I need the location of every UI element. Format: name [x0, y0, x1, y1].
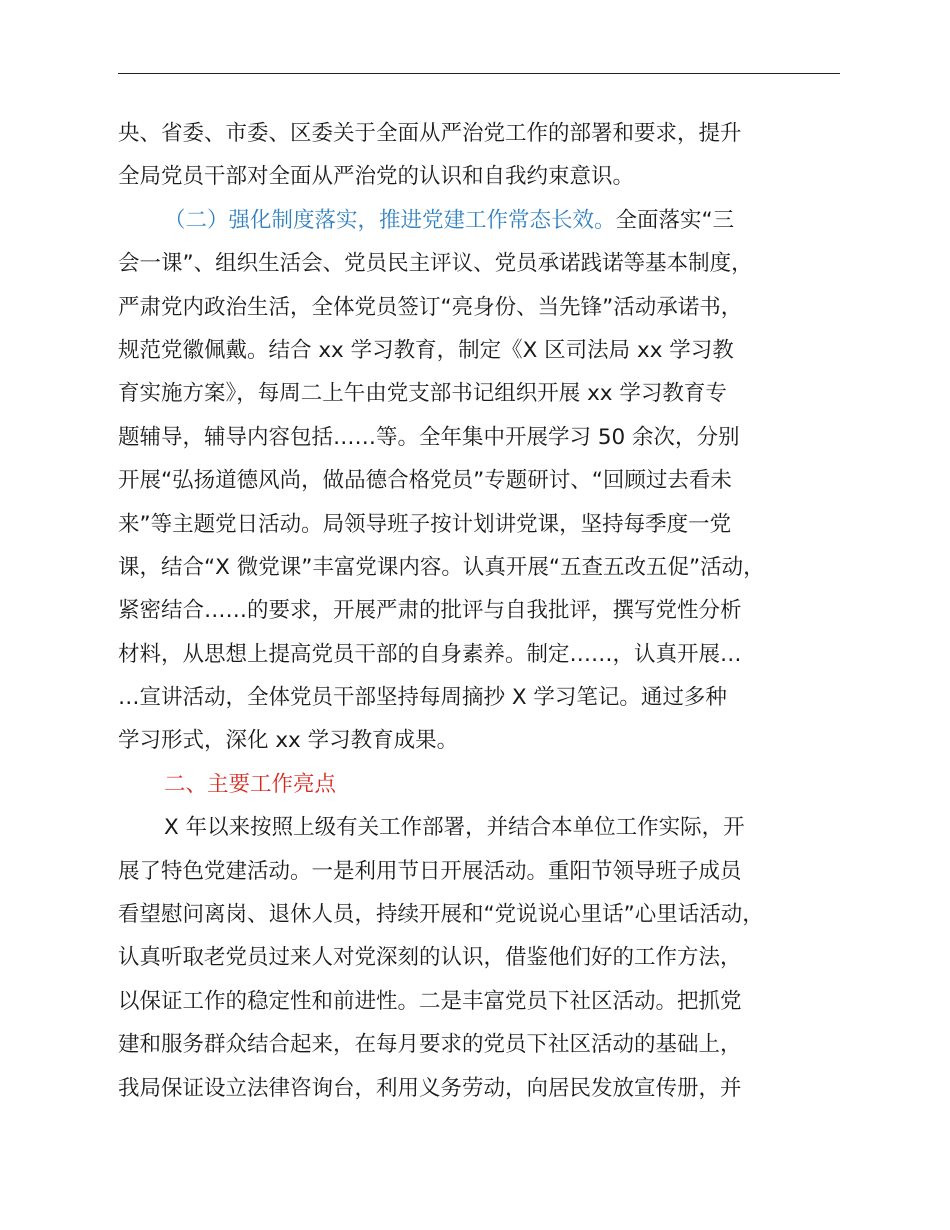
paragraph-line: [118, 503, 863, 546]
paragraph-line: [118, 546, 863, 589]
line-text: 展了特色党建活动。一是利用节日开展活动。重阳节领导班子成员: [118, 858, 742, 884]
header-rule: [118, 73, 840, 74]
section-heading-line: [118, 763, 863, 806]
line-text: 学习形式，深化 xx 学习教育成果。: [118, 728, 459, 754]
line-text: 我局保证设立法律咨询台，利用义务劳动，向居民发放宣传册，并: [118, 1075, 742, 1101]
line-text: 严肃党内政治生活，全体党员签订“亮身份、当先锋”活动承诺书，: [118, 294, 743, 320]
line-text: 央、省委、市委、区委关于全面从严治党工作的部署和要求，提升: [118, 121, 742, 146]
line-text: 开展“弘扬道德风尚，做品德合格党员”专题研讨、“回顾过去看未: [118, 468, 732, 494]
paragraph-line: [118, 589, 863, 632]
paragraph-line: [118, 155, 863, 198]
line-text: 建和服务群众结合起来，在每月要求的党员下社区活动的基础上，: [118, 1032, 742, 1058]
paragraph-line: [118, 850, 863, 893]
paragraph-line: [118, 676, 863, 719]
paragraph-line: [118, 1023, 863, 1066]
line-text: 规范党徽佩戴。结合 xx 学习教育，制定《X 区司法局 xx 学习教: [118, 337, 734, 363]
paragraph-line: [118, 806, 863, 849]
line-text: 看望慰问离岗、退休人员，持续开展和“党说说心里话”心里话活动，: [118, 902, 764, 928]
line-text: 题辅导，辅导内容包括……等。全年集中开展学习 50 余次，分别: [118, 424, 740, 450]
paragraph-line: [118, 459, 863, 502]
line-text: 材料，从思想上提高党员干部的自身素养。制定……，认真开展…: [118, 641, 742, 667]
line-text: X 年以来按照上级有关工作部署，并结合本单位工作实际，开: [164, 815, 745, 841]
section-heading-red: 二、主要工作亮点: [164, 771, 337, 797]
line-text: 认真听取老党员过来人对党深刻的认识，借鉴他们好的工作方法，: [118, 945, 742, 971]
line-text: 全局党员干部对全面从严治党的认识和自我约束意识。: [118, 164, 635, 190]
paragraph-line: [118, 980, 863, 1023]
line-text: 会一课”、组织生活会、党员民主评议、党员承诺践诺等基本制度，: [118, 251, 753, 277]
paragraph-line: [118, 329, 863, 372]
section-heading-line: [118, 199, 863, 242]
paragraph-line: [118, 936, 863, 979]
line-text: 来”等主题党日活动。局领导班子按计划讲党课，坚持每季度一党: [118, 511, 732, 537]
line-text: …宣讲活动，全体党员干部坚持每周摘抄 X 学习笔记。通过多种: [118, 685, 727, 711]
section-heading-blue: （二）强化制度落实，推进党建工作常态长效。: [164, 207, 616, 233]
paragraph-line: [118, 633, 863, 676]
paragraph-line: [118, 893, 863, 936]
paragraph-line: [118, 372, 863, 415]
line-text: 全面落实“三: [615, 207, 735, 233]
line-text: 课，结合“X 微党课”丰富党课内容。认真开展“五查五改五促”活动，: [118, 554, 765, 580]
document-body: [118, 112, 863, 1110]
line-text: 以保证工作的稳定性和前进性。二是丰富党员下社区活动。把抓党: [118, 988, 742, 1014]
paragraph-line: [118, 112, 863, 155]
paragraph-line: [118, 242, 863, 285]
paragraph-line: [118, 1067, 863, 1110]
paragraph-line: [118, 719, 863, 762]
line-text: 紧密结合……的要求，开展严肃的批评与自我批评，撰写党性分析: [118, 598, 742, 624]
paragraph-line: [118, 286, 863, 329]
line-text: 育实施方案》，每周二上午由党支部书记组织开展 xx 学习教育专: [118, 381, 727, 407]
paragraph-line: [118, 416, 863, 459]
